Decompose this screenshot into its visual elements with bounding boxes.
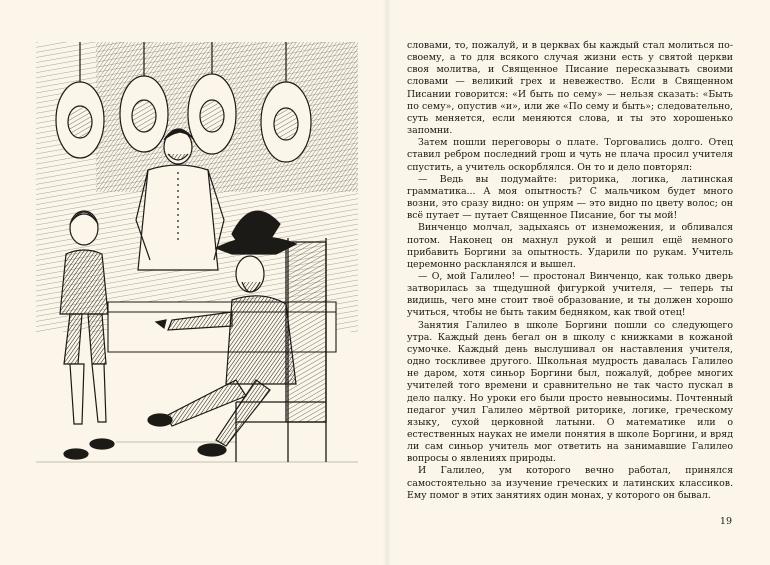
paragraph-5: — О, мой Галилео! — простонал Винченцо, как только дверь затворилась за тщедушной фигуркой учителя, — теперь ты видишь, чего мне стоит твоё образование, и ты должен хорошо учиться, чтобы не быть таким бедняком, как твой отец! xyxy=(407,270,733,319)
page-number: 19 xyxy=(719,516,732,527)
book-gutter xyxy=(383,0,391,565)
paragraph-7: И Галилео, ум которого вечно работал, принялся самостоятельно за изучение греческих и латинских классиков. Ему помог в этих занятиях один монах, у которого он бывал. xyxy=(407,465,733,501)
paragraph-3: — Ведь вы подумайте: риторика, логика, латинская грамматика... А моя опытность? С мальчиком будет много возни, это сразу видно: он упрям — это видно по цвету волос; он всё путает — путает Священное Писание, бог ты мой! xyxy=(407,173,733,222)
paragraph-4: Винченцо молчал, задыхаясь от изнеможения, и обливался потом. Наконец он махнул рукой и решил ещё немного прибавить Боргини за опытность. Ударили по рукам. Учитель церемонно раскланялся и вышел. xyxy=(407,222,733,270)
illustration-galileo-and-teacher xyxy=(36,42,358,470)
paragraph-6: Занятия Галилео в школе Боргини пошли со следующего утра. Каждый день бегал он в школу с книжками в кожаной сумочке. Каждый день выслушивал он наставления учителя, одно тоскливее другого. Школьная мудрость давалась Галилео не даром, хотя синьор Боргини был, пожалуй, добрее многих учителей того времени и сравнительно не так часто пускал в дело палку. Но уроки его были просто невыносимы. Почтенный педагог учил Галилео мёртвой риторике, логике, греческому языку, сухой церковной латыни. О математике или о естественных науках не имели понятия в школе Боргини, и вряд ли сам синьор учитель мог ответить на занимавшие Галилео вопросы о явлениях природы. xyxy=(407,319,733,465)
paragraph-1: словами, то, пожалуй, и в церквах бы каждый стал молиться по-своему, а то для всякого случая жизни есть у святой церкви своя молитва, и Священное Писание пересказывать своими словами — великий грех и невежество. Если в Священном Писании говорится: «И быть по сему» — нельзя сказать: «Быть по сему», опустив «и», или же «По сему и быть»; следовательно, суть меняется, если меняются слова, и ты это хорошенько запомни. xyxy=(407,40,733,137)
ink-drawing xyxy=(36,42,358,470)
text-column xyxy=(407,40,733,510)
paragraph-2: Затем пошли переговоры о плате. Торговались долго. Отец ставил ребром последний грош и чуть не плача просил учителя спустить, а учитель оскорблялся. Он то и дело повторял: xyxy=(407,137,733,173)
